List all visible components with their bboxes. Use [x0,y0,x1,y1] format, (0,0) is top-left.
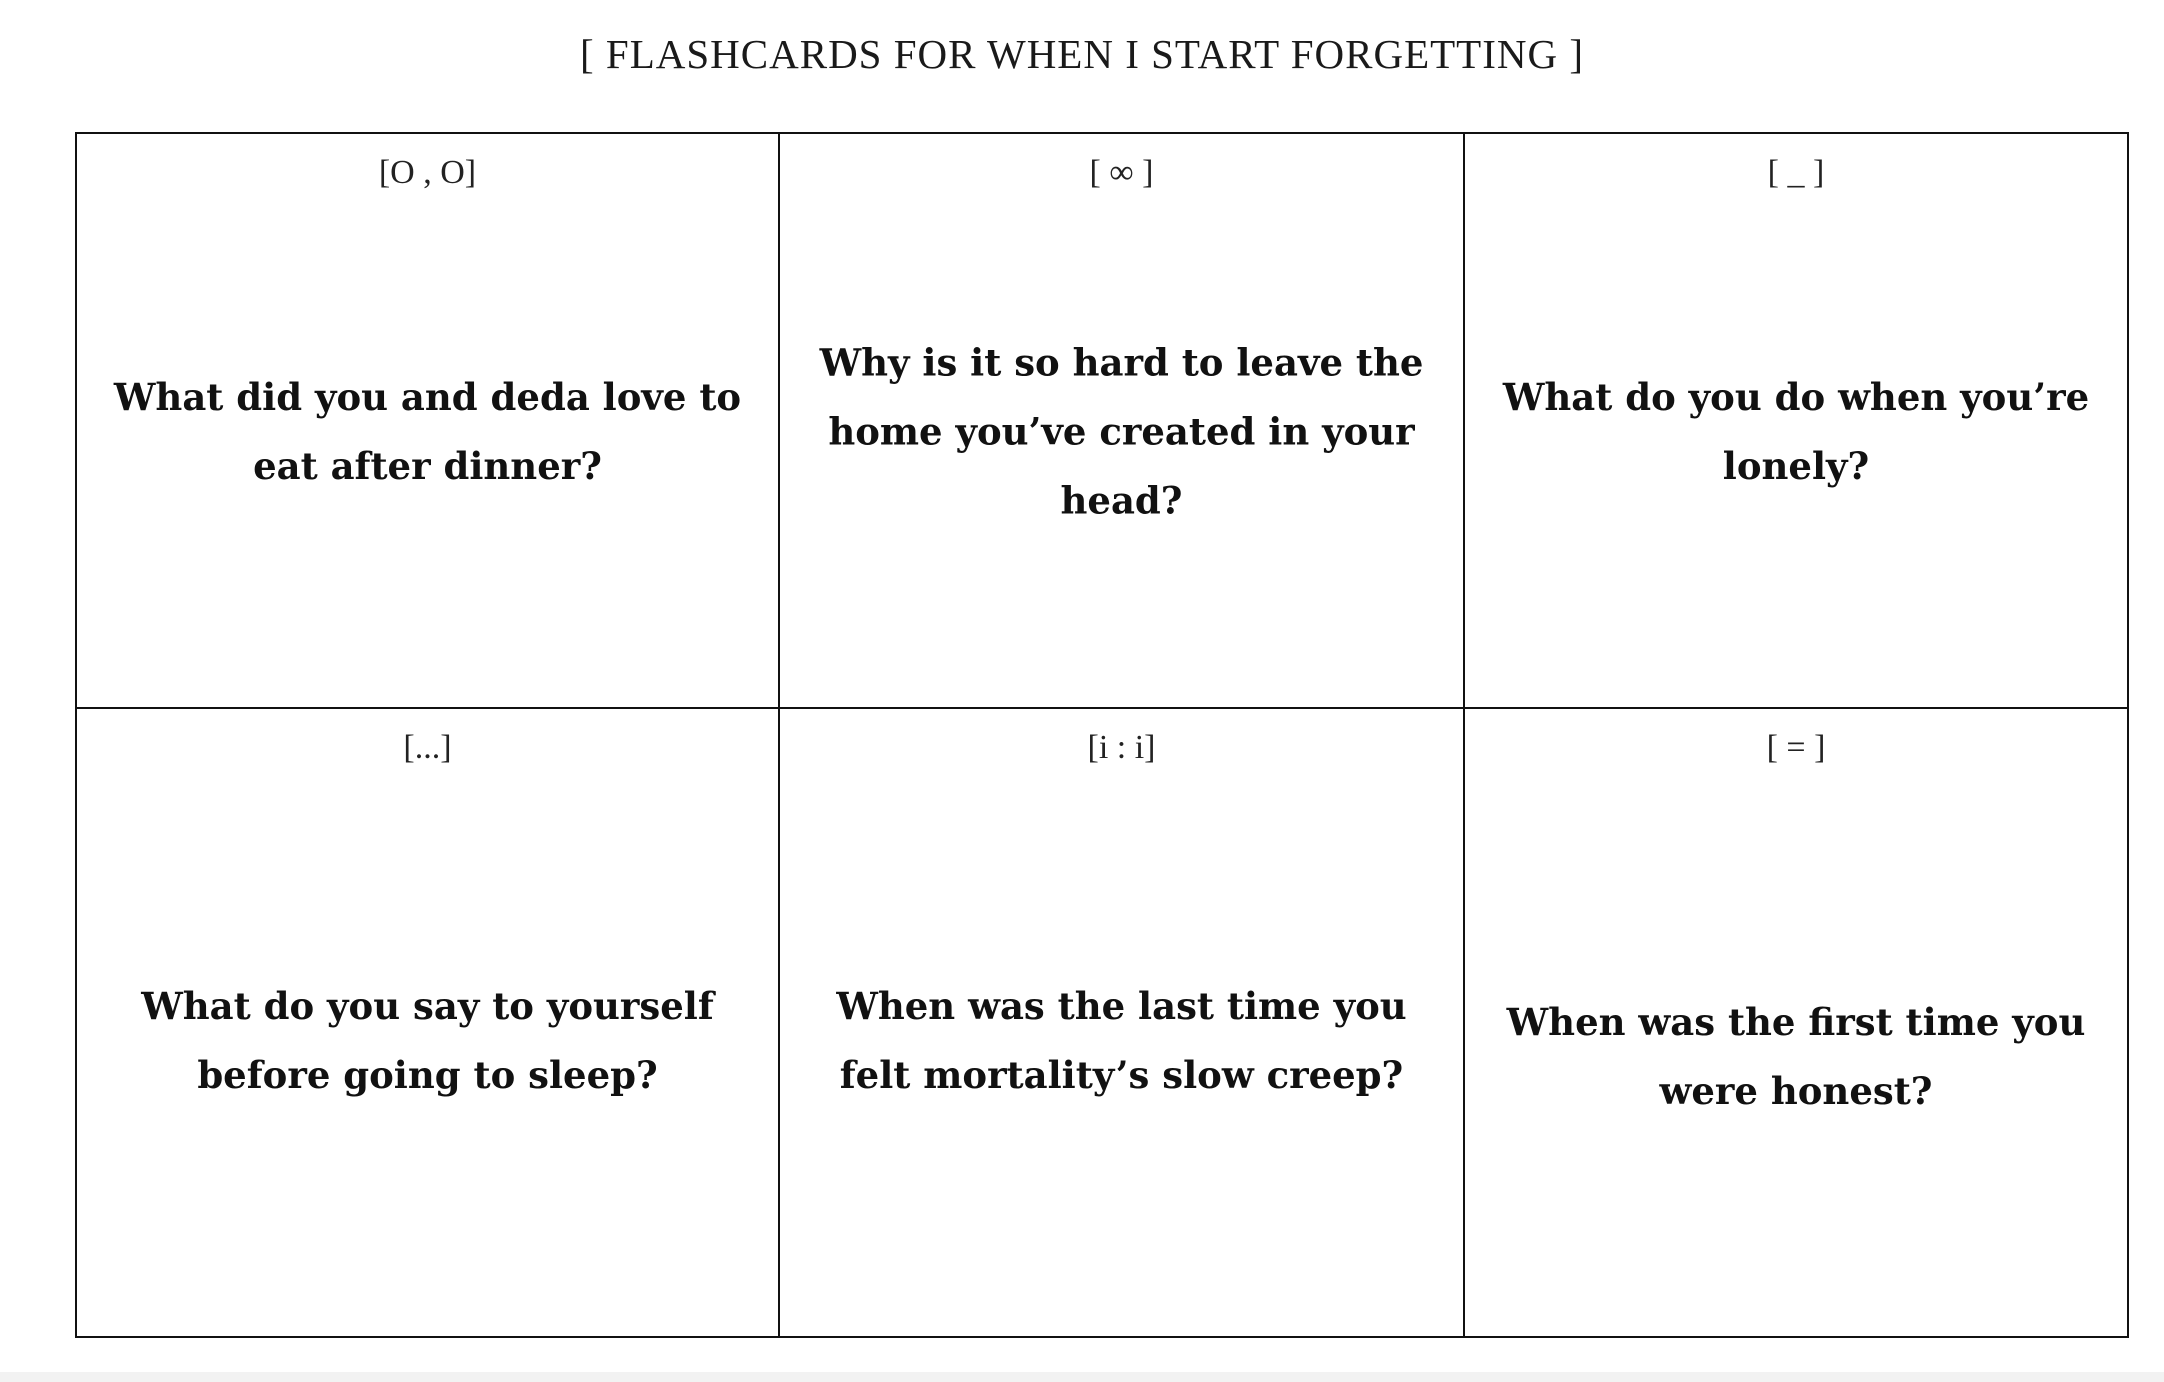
card-symbol: [ ∞ ] [1089,154,1154,191]
flashcard [1465,709,2127,1336]
card-symbol: [...] [403,729,452,766]
card-question: What do you say to yourself before going to sleep? [141,984,714,1097]
flashcard [780,134,1465,709]
card-symbol: [i : i] [1087,729,1156,766]
card-question: What did you and deda love to eat after dinner? [113,375,742,488]
flashcard-grid [75,132,2129,1338]
page-title: [ FLASHCARDS FOR WHEN I START FORGETTING ] [580,31,1584,77]
flashcard [77,709,780,1336]
flashcard [1465,134,2127,709]
card-question: What do you do when you’re lonely? [1502,375,2090,488]
page-bottom-edge [0,1372,2164,1382]
card-question: Why is it so hard to leave the home you’ve created in your head? [819,340,1424,523]
card-symbol: [ _ ] [1767,154,1825,191]
flashcard [77,134,780,709]
flashcard [780,709,1465,1336]
card-symbol: [O , O] [378,154,477,191]
card-question: When was the last time you felt mortality’s slow creep? [836,984,1407,1097]
card-symbol: [ = ] [1766,729,1826,766]
card-question: When was the first time you were honest? [1506,1000,2086,1113]
